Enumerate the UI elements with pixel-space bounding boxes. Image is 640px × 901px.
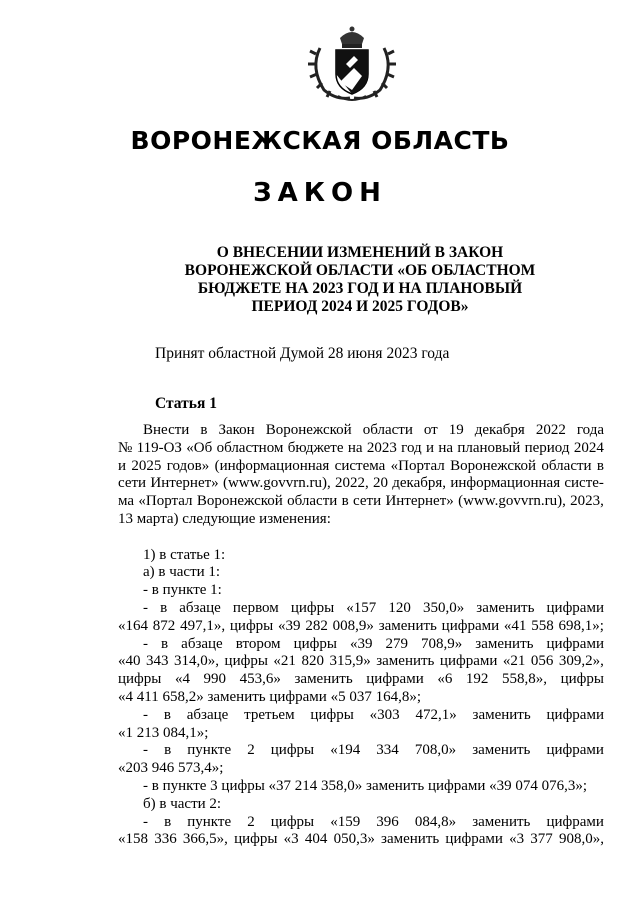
text-line: - в абзаце втором цифры «39 279 708,9» заменить цифрами (143, 635, 604, 652)
law-title-line: БЮДЖЕТЕ НА 2023 ГОД И НА ПЛАНОВЫЙ (197, 280, 523, 297)
text-line: 13 марта) следующие изменения: (118, 511, 331, 527)
text-line: ма «Портал Воронежской области в сети Интернет» (www.govvrn.ru), 2023, (118, 493, 604, 510)
text-line: сети Интернет» (www.govvrn.ru), 2022, 20 декабря, информационная систе- (118, 475, 604, 492)
text-line: «164 872 497,1», цифры «39 282 008,9» заменить цифрами «41 558 698,1»; (118, 617, 604, 634)
law-title-line: ПЕРИОД 2024 И 2025 ГОДОВ» (251, 298, 469, 315)
text-line: - в пункте 2 цифры «159 396 084,8» заменить цифрами (143, 813, 604, 830)
adoption-note: Принят областной Думой 28 июня 2023 года (155, 345, 450, 362)
article-heading: Статья 1 (155, 395, 217, 412)
text-line: - в пункте 1: (143, 582, 222, 599)
text-line: - в пункте 3 цифры «37 214 358,0» заменить цифрами «39 074 076,3»; (143, 778, 588, 794)
text-line: - в абзаце третьем цифры «303 472,1» заменить цифрами (143, 706, 604, 723)
text-line: а) в части 1: (143, 564, 221, 581)
text-line: «1 213 084,1»; (118, 724, 209, 741)
text-line: Внести в Закон Воронежской области от 19 декабря 2022 года (143, 422, 604, 438)
text-line: 1) в статье 1: (143, 546, 226, 563)
law-title-line: О ВНЕСЕНИИ ИЗМЕНЕНИЙ В ЗАКОН (216, 244, 504, 261)
text-line: и 2025 годов» (информационная система «Портал Воронежской области в (118, 457, 604, 474)
text-line: «158 336 366,5», цифры «3 404 050,3» заменить цифрами «3 377 908,0», (118, 831, 604, 848)
text-line: б) в части 2: (143, 795, 222, 812)
blank-line (118, 528, 604, 546)
text-line: № 119-ОЗ «Об областном бюджете на 2023 год и на плановый период 2024 (118, 439, 604, 456)
text-line: - в пункте 2 цифры «194 334 708,0» заменить цифрами (143, 742, 604, 759)
document-type-heading: ЗАКОН (253, 178, 387, 208)
text-line: «203 946 573,4»; (118, 760, 224, 777)
text-line: «40 343 314,0», цифры «21 820 315,9» заменить цифрами «21 056 309,2», (118, 653, 604, 670)
law-title-line: ВОРОНЕЖСКОЙ ОБЛАСТИ «ОБ ОБЛАСТНОМ (184, 262, 536, 279)
voronezh-coat-of-arms-icon (302, 24, 402, 104)
text-line: - в абзаце первом цифры «157 120 350,0» заменить цифрами (143, 600, 604, 616)
region-heading: ВОРОНЕЖСКАЯ ОБЛАСТЬ (130, 126, 510, 155)
law-title (130, 244, 590, 316)
text-line: «4 411 658,2» заменить цифрами «5 037 164,8»; (118, 689, 421, 705)
text-line: цифры «4 990 453,6» заменить цифрами «6 192 558,8», цифры (118, 671, 604, 688)
